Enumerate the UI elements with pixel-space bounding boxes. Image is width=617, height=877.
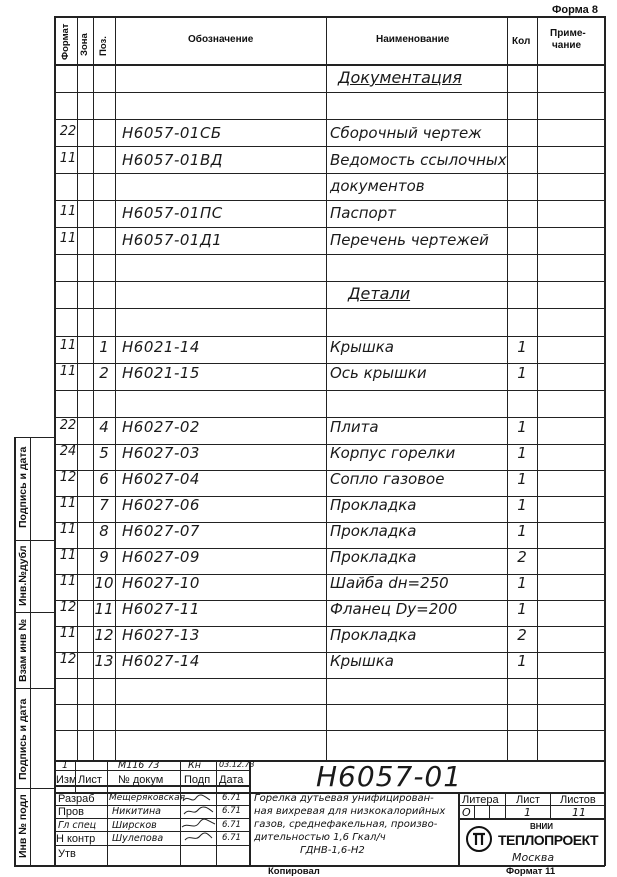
detail-row-name: Фланец Dу=200	[330, 600, 458, 618]
tb-date-gl-spec: 6.71	[222, 820, 241, 830]
header-name: Наименование	[376, 34, 450, 45]
detail-row-qty: 2	[517, 548, 527, 566]
tb-listov-label: Листов	[560, 794, 596, 806]
side-strip-mid	[30, 437, 31, 866]
detail-row-format: 22	[59, 418, 77, 433]
detail-row-name: Прокладка	[330, 496, 417, 514]
detail-row-name: Крышка	[330, 338, 394, 356]
doc-row-name: документов	[330, 177, 425, 195]
doc-row-designation: Н6057-01ВД	[122, 151, 223, 169]
detail-row-qty: 1	[517, 652, 527, 670]
row-line	[54, 227, 605, 228]
row-line	[54, 704, 605, 705]
tb-col-podp-label: Подп	[184, 774, 211, 786]
detail-row-format: 11	[59, 574, 77, 589]
tb-litera-value: О	[462, 806, 471, 819]
detail-row-name: Сопло газовое	[330, 470, 445, 488]
row-line	[54, 308, 605, 309]
detail-row-format: 11	[59, 626, 77, 641]
row-line	[54, 254, 605, 255]
side-strip-sep-1	[14, 540, 55, 541]
detail-row-format: 11	[59, 496, 77, 511]
tb-role-line-3	[54, 831, 249, 832]
detail-row-qty: 2	[517, 626, 527, 644]
frame-top	[54, 16, 605, 18]
detail-row-name: Прокладка	[330, 522, 417, 540]
detail-row-designation: Н6021-15	[122, 364, 200, 382]
row-line	[54, 336, 605, 337]
side-strip-sep-4	[14, 788, 55, 789]
doc-row-format: 11	[59, 204, 77, 219]
section-documentation: Документация	[338, 68, 462, 87]
tb-role-n-kontr: Н контр	[56, 833, 96, 845]
tb-col-izm-label: Изм	[56, 774, 77, 786]
detail-row-qty: 1	[517, 444, 527, 462]
side-strip-left	[14, 437, 16, 866]
detail-row-format: 11	[59, 364, 77, 379]
side-strip-sep-3	[14, 688, 55, 689]
header-qty: Кол	[512, 36, 531, 47]
detail-row-position: 2	[99, 364, 109, 382]
col-line-pos	[115, 16, 116, 760]
tb-col-listov	[550, 792, 551, 819]
doc-row-name: Перечень чертежей	[330, 231, 489, 249]
detail-row-name: Шайба dн=250	[330, 574, 449, 592]
tb-name-prov: Никитина	[112, 806, 161, 817]
tb-role-line-2	[54, 818, 249, 819]
tb-col-data-label: Дата	[219, 774, 244, 786]
tb-listov-value: 11	[572, 806, 586, 819]
detail-row-qty: 1	[517, 470, 527, 488]
detail-row-name: Крышка	[330, 652, 394, 670]
doc-row-format: 11	[59, 231, 77, 246]
tb-date-n-kontr: 6.71	[222, 833, 241, 843]
col-line-zone	[93, 16, 94, 760]
detail-row-qty: 1	[517, 574, 527, 592]
tb-desc-line5: ГДНВ-1,6-Н2	[300, 845, 365, 856]
tb-name-n-kontr: Шулепова	[112, 833, 164, 844]
tb-col-list2	[505, 792, 506, 819]
doc-row-format: 22	[59, 124, 77, 139]
detail-row-designation: Н6027-11	[122, 600, 200, 618]
tb-role-prov: Пров	[58, 806, 84, 818]
signature-scribbles	[180, 792, 217, 846]
detail-row-qty: 1	[517, 364, 527, 382]
form-label: Форма 8	[552, 4, 598, 16]
header-note-2: чание	[552, 40, 582, 51]
detail-row-format: 11	[59, 548, 77, 563]
section-details: Детали	[348, 284, 411, 303]
footer-format: Формат 11	[506, 866, 556, 877]
side-strip-sep-2	[14, 612, 55, 613]
detail-row-format: 12	[59, 470, 77, 485]
detail-row-designation: Н6027-14	[122, 652, 200, 670]
tb-col-list	[107, 760, 108, 866]
tb-role-utv: Утв	[58, 848, 76, 860]
detail-row-format: 12	[59, 600, 77, 615]
org-city: Москва	[512, 851, 555, 864]
col-line-designation	[326, 16, 327, 760]
side-label-sign-date-top: Подпись и дата	[17, 446, 29, 528]
detail-row-designation: Н6027-07	[122, 522, 200, 540]
doc-row-name: Ведомость ссылочных	[330, 151, 507, 169]
tb-list-value: 1	[524, 806, 531, 819]
doc-row-designation: Н6057-01СБ	[122, 124, 222, 142]
tb-litera-sub-1	[474, 805, 475, 819]
org-name: ТЕПЛОПРОЕКТ	[498, 832, 599, 848]
side-label-inv-dubl: Инв.№дубл	[17, 545, 29, 606]
tb-designation: Н6057-01	[316, 760, 463, 793]
row-line	[54, 678, 605, 679]
tb-name-razrab: Мещеряковская	[109, 793, 186, 803]
detail-row-format: 24	[59, 444, 77, 459]
header-zone: Зона	[79, 33, 90, 56]
doc-row-name: Сборочный чертеж	[330, 124, 482, 142]
detail-row-designation: Н6027-02	[122, 418, 200, 436]
tb-role-line-4	[54, 845, 249, 846]
detail-row-qty: 1	[517, 522, 527, 540]
row-line	[54, 281, 605, 282]
detail-row-designation: Н6021-14	[122, 338, 200, 356]
detail-row-format: 11	[59, 338, 77, 353]
tb-date-prov: 6.71	[222, 806, 241, 816]
doc-row-name: Паспорт	[330, 204, 396, 222]
org-logo-icon	[466, 826, 492, 852]
row-line	[54, 119, 605, 120]
detail-row-position: 10	[94, 574, 114, 592]
detail-row-designation: Н6027-13	[122, 626, 200, 644]
row-line	[54, 200, 605, 201]
row-line	[54, 173, 605, 174]
side-label-inv-podl: Инв № подл	[17, 794, 29, 858]
tb-change-izm: 1	[62, 760, 69, 771]
detail-row-position: 6	[99, 470, 109, 488]
detail-row-name: Прокладка	[330, 548, 417, 566]
tb-col-data	[249, 760, 251, 866]
detail-row-position: 8	[99, 522, 109, 540]
detail-row-qty: 1	[517, 338, 527, 356]
detail-row-position: 1	[99, 338, 109, 356]
side-label-sign-date-bottom: Подпись и дата	[17, 698, 29, 780]
tb-desc-line4: дительностью 1,6 Гкал/ч	[254, 832, 386, 843]
detail-row-format: 12	[59, 652, 77, 667]
tb-role-razrab: Разраб	[58, 793, 95, 805]
tb-change-sign: Кн	[188, 760, 201, 771]
header-note-1: Приме-	[550, 28, 586, 39]
tb-desc-line3: газов, среднефакельная, произво-	[254, 819, 438, 830]
footer-copied: Копировал	[268, 866, 320, 877]
row-line	[54, 390, 605, 391]
detail-row-position: 4	[99, 418, 109, 436]
tb-litera-label: Литера	[462, 794, 499, 806]
side-strip-top	[14, 437, 55, 438]
detail-row-position: 13	[94, 652, 114, 670]
tb-role-gl-spec: Гл спец	[58, 820, 97, 831]
tb-desc-line2: ная вихревая для низкокалорийных	[254, 806, 446, 817]
detail-row-qty: 1	[517, 496, 527, 514]
header-bottom	[54, 64, 605, 66]
detail-row-format: 11	[59, 522, 77, 537]
header-designation: Обозначение	[188, 34, 254, 45]
doc-row-designation: Н6057-01Д1	[122, 231, 223, 249]
detail-row-name: Плита	[330, 418, 379, 436]
frame-right	[604, 16, 606, 866]
col-line-name	[507, 16, 508, 760]
detail-row-name: Корпус горелки	[330, 444, 456, 462]
tb-change-date: 03.12.73	[219, 760, 255, 769]
row-line	[54, 92, 605, 93]
doc-row-designation: Н6057-01ПС	[122, 204, 223, 222]
detail-row-name: Ось крышки	[330, 364, 427, 382]
org-small: ВНИИ	[530, 822, 554, 831]
row-line	[54, 146, 605, 147]
detail-row-designation: Н6027-03	[122, 444, 200, 462]
detail-row-qty: 1	[517, 600, 527, 618]
detail-row-position: 7	[99, 496, 109, 514]
tb-desc-right	[458, 792, 460, 866]
detail-row-position: 12	[94, 626, 114, 644]
detail-row-qty: 1	[517, 418, 527, 436]
detail-row-designation: Н6027-10	[122, 574, 200, 592]
detail-row-position: 5	[99, 444, 109, 462]
tb-name-gl-spec: Ширсков	[112, 820, 157, 831]
header-format: Формат	[60, 23, 71, 60]
detail-row-designation: Н6027-04	[122, 470, 200, 488]
detail-row-designation: Н6027-09	[122, 548, 200, 566]
tb-desc-line1: Горелка дутьевая унифицирован-	[254, 793, 434, 804]
tb-col-list-label: Лист	[78, 774, 102, 786]
row-line	[54, 730, 605, 731]
detail-row-position: 9	[99, 548, 109, 566]
tb-col-doc-label: № докум	[118, 774, 164, 786]
tb-date-razrab: 6.71	[222, 793, 241, 803]
tb-change-doc: М116 73	[118, 760, 160, 771]
detail-row-position: 11	[94, 600, 114, 618]
col-line-qty	[537, 16, 538, 760]
side-label-vzam-inv: Взам инв №	[17, 618, 29, 682]
tb-litera-sub-2	[489, 805, 490, 819]
frame-left	[54, 16, 56, 866]
header-pos: Поз.	[98, 36, 109, 56]
detail-row-name: Прокладка	[330, 626, 417, 644]
tb-list-label: Лист	[516, 794, 540, 806]
detail-row-designation: Н6027-06	[122, 496, 200, 514]
doc-row-format: 11	[59, 151, 77, 166]
